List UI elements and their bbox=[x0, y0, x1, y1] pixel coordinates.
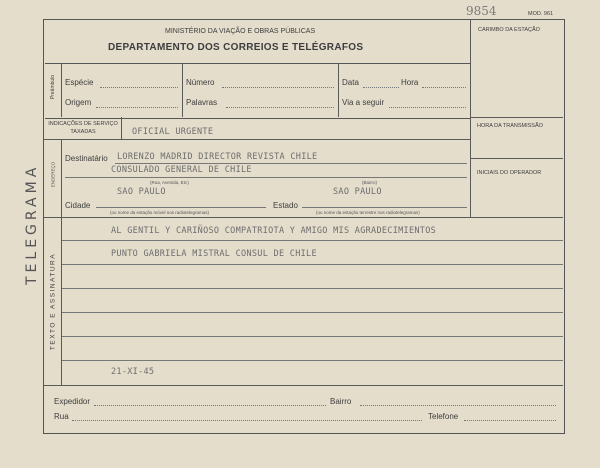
estado-hint: (ou nome da estação terrestre nos radiotelegramas) bbox=[316, 210, 420, 215]
handwritten-number: 9854 bbox=[466, 4, 497, 18]
ministry-title: MINISTÉRIO DA VIAÇÃO E OBRAS PÚBLICAS bbox=[165, 28, 316, 35]
texto-line2[interactable]: PUNTO GABRIELA MISTRAL CONSUL DE CHILE bbox=[111, 249, 317, 259]
cidade-label: Cidade bbox=[65, 201, 91, 210]
endereco-side-label: ENDEREÇO bbox=[50, 161, 56, 188]
texto-rule-5 bbox=[62, 336, 563, 337]
origem-field[interactable] bbox=[96, 107, 178, 108]
preamble-side-divider bbox=[61, 63, 62, 117]
expedidor-field[interactable] bbox=[94, 405, 326, 406]
preamble-box bbox=[45, 63, 470, 119]
via-field[interactable] bbox=[389, 107, 466, 108]
right-col-line-1 bbox=[470, 117, 563, 118]
estado-label: Estado bbox=[273, 201, 298, 210]
telefone-label: Telefone bbox=[428, 412, 459, 421]
via-label: Via a seguir bbox=[342, 98, 385, 107]
preamble-divider-1 bbox=[182, 63, 183, 117]
destinatario-line1[interactable]: LORENZO MADRID DIRECTOR REVISTA CHILE bbox=[117, 152, 318, 162]
telefone-field[interactable] bbox=[464, 420, 556, 421]
department-title: DEPARTAMENTO DOS CORREIOS E TELÉGRAFOS bbox=[108, 42, 364, 53]
indicacoes-label: INDICAÇÕES DE SERVIÇO TAXADAS bbox=[48, 121, 118, 135]
numero-label: Número bbox=[186, 78, 215, 87]
texto-side-label: TEXTO E ASSINATURA bbox=[49, 252, 57, 351]
indicacoes-divider bbox=[121, 117, 122, 139]
texto-bottom-line bbox=[44, 385, 563, 386]
stamp-label: CARIMBO DA ESTAÇÃO bbox=[478, 27, 540, 33]
palavras-label: Palavras bbox=[186, 98, 218, 107]
cidade-hint: (ou nome da estação móvel nos radiotelegramas) bbox=[110, 210, 210, 215]
indicacoes-bottom-line bbox=[44, 139, 470, 140]
cidade-value[interactable]: SAO PAULO bbox=[117, 187, 166, 197]
texto-top-line bbox=[44, 217, 563, 218]
right-col-line-2 bbox=[470, 158, 563, 159]
origem-label: Origem bbox=[65, 98, 92, 107]
especie-label: Espécie bbox=[65, 78, 94, 87]
especie-field[interactable] bbox=[100, 87, 178, 88]
preamble-divider-2 bbox=[338, 63, 339, 117]
texto-rule-6 bbox=[62, 360, 563, 361]
bairro-field[interactable] bbox=[360, 405, 556, 406]
rua-label: Rua bbox=[54, 412, 69, 421]
texto-rule-2 bbox=[62, 264, 563, 265]
cidade-rule bbox=[96, 207, 266, 208]
hora-field[interactable] bbox=[422, 87, 466, 88]
numero-field[interactable] bbox=[222, 87, 334, 88]
data-label: Data bbox=[342, 78, 359, 87]
destinatario-line2[interactable]: CONSULADO GENERAL DE CHILE bbox=[111, 165, 252, 175]
texto-line1[interactable]: AL GENTIL Y CARIÑOSO COMPATRIOTA Y AMIGO MIS AGRADECIMIENTOS bbox=[111, 226, 437, 236]
palavras-field[interactable] bbox=[226, 107, 334, 108]
hora-transmissao-label: HORA DA TRANSMISSÃO bbox=[477, 123, 543, 129]
estado-hint-top: (Bairro) bbox=[362, 180, 378, 185]
telegram-side-title: TELEGRAMA bbox=[24, 163, 40, 285]
expedidor-label: Expedidor bbox=[54, 397, 91, 406]
cidade-hint-top: (Rua, Avenida, Etc) bbox=[150, 180, 189, 185]
texto-rule-3 bbox=[62, 288, 563, 289]
texto-date[interactable]: 21-XI-45 bbox=[111, 367, 155, 377]
bairro-label: Bairro bbox=[330, 397, 352, 406]
endereco-side-divider bbox=[61, 139, 62, 217]
estado-value[interactable]: SAO PAULO bbox=[333, 187, 382, 197]
hora-label: Hora bbox=[401, 78, 419, 87]
preamble-side-label: Preâmbulo bbox=[50, 74, 56, 100]
destinatario-rule-1 bbox=[115, 163, 467, 164]
iniciais-label: INICIAIS DO OPERADOR bbox=[477, 170, 542, 176]
model-number: MOD. 961 bbox=[528, 11, 554, 17]
data-field[interactable] bbox=[363, 87, 399, 88]
rua-field[interactable] bbox=[72, 420, 422, 421]
destinatario-label: Destinatário bbox=[65, 154, 108, 163]
texto-rule-4 bbox=[62, 312, 563, 313]
destinatario-rule-2 bbox=[65, 177, 467, 178]
indicacoes-value[interactable]: OFICIAL URGENTE bbox=[132, 127, 214, 137]
texto-rule-1 bbox=[62, 240, 563, 241]
right-column-divider bbox=[470, 19, 471, 217]
estado-rule bbox=[302, 207, 467, 208]
